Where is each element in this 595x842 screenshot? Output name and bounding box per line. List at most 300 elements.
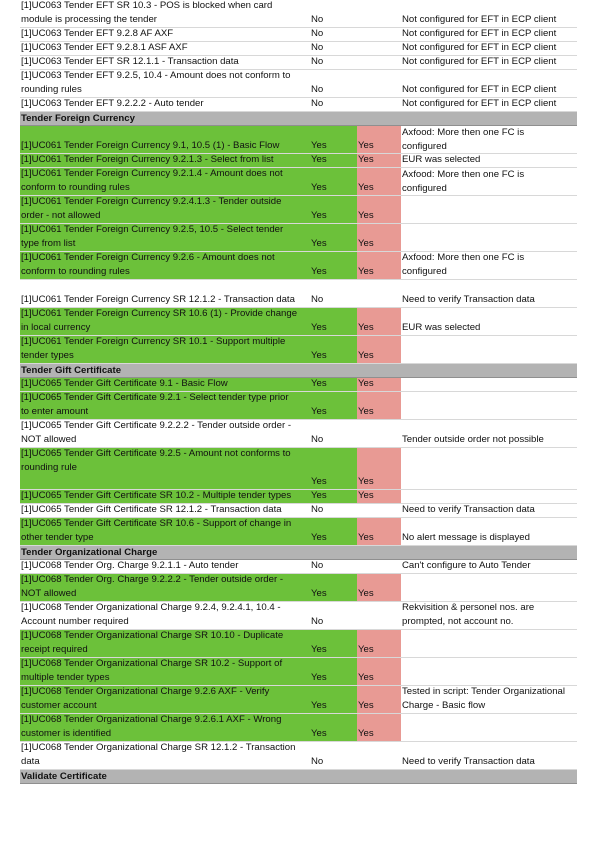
comment [401,574,577,601]
passed-value [358,13,400,27]
test-case-line: customer is identified [21,728,112,739]
comment [401,378,577,391]
executed-status [310,574,357,601]
executed-status [310,168,357,195]
comment-line: configured [402,141,447,152]
section-title: Tender Foreign Currency [21,113,135,124]
test-case-line: to enter amount [21,406,89,417]
section-header [20,770,577,784]
test-case-name [20,742,310,769]
passed-status [357,448,401,489]
test-case-line: [1]UC063 Tender EFT 9.2.2.2 - Auto tender [21,98,204,109]
comment [401,126,577,153]
table-row [20,168,577,196]
comment-line: Axfood: More then one FC is [402,169,525,180]
comment-line [402,70,576,83]
passed-value: Yes [358,350,374,361]
passed-status [357,504,401,517]
table-row [20,602,577,630]
table-row [20,0,577,28]
test-case-line: [1]UC065 Tender Gift Certificate 9.2.5 - Amount not conforms to [21,448,291,459]
comment-line: prompted, not account no. [402,616,514,627]
comment-line: Rekvisition & personel nos. are [402,602,535,613]
passed-value: Yes [358,588,374,599]
passed-status [357,126,401,153]
passed-value [358,42,400,55]
passed-value: Yes [358,406,374,417]
passed-status [357,378,401,391]
executed-status [310,658,357,685]
comment [401,70,577,97]
test-case-line: [1]UC063 Tender EFT 9.2.8 AF AXF [21,28,174,39]
comment-line: No alert message is displayed [402,532,530,543]
comment-line [402,671,576,685]
test-results-table [20,0,577,784]
comment-line: Axfood: More then one FC is [402,127,525,138]
executed-value: No [311,56,324,67]
passed-value: Yes [358,378,374,389]
test-case-name [20,196,310,223]
executed-status [310,686,357,713]
test-case-line: [1]UC061 Tender Foreign Currency 9.2.4.1.3 - Tender outside [21,196,282,207]
comment-line [402,349,576,363]
test-case-line: [1]UC068 Tender Organizational Charge SR 10.10 - Duplicate [21,630,284,641]
test-case-line: customer account [21,700,97,711]
test-case-line: [1]UC061 Tender Foreign Currency SR 12.1.2 - Transaction data [21,294,295,305]
executed-value: Yes [311,532,327,543]
test-case-line: [1]UC063 Tender EFT SR 10.3 - POS is blocked when card [21,0,273,11]
comment-line [402,475,576,489]
test-case-line: [1]UC063 Tender EFT SR 12.1.1 - Transaction data [21,56,239,67]
executed-status [310,280,357,307]
test-case-line: [1]UC065 Tender Gift Certificate SR 12.1.2 - Transaction data [21,504,282,515]
executed-value: Yes [311,266,327,277]
passed-status [357,42,401,55]
test-case-name [20,686,310,713]
passed-value [358,83,400,97]
passed-status [357,392,401,419]
comment [401,28,577,41]
table-row [20,518,577,546]
passed-status [357,686,401,713]
executed-status [310,518,357,545]
passed-status [357,56,401,69]
table-row [20,574,577,602]
comment [401,280,577,307]
comment [401,742,577,769]
comment-line [402,587,576,601]
table-row [20,196,577,224]
passed-status [357,420,401,447]
comment [401,392,577,419]
comment-line: Need to verify Transaction data [402,504,535,515]
passed-value [358,28,400,41]
table-row [20,224,577,252]
test-case-line: [1]UC065 Tender Gift Certificate SR 10.2 - Multiple tender types [21,490,292,501]
comment-line: EUR was selected [402,154,481,165]
table-row [20,630,577,658]
test-case-line: receipt required [21,644,88,655]
comment [401,490,577,503]
table-row [20,378,577,392]
test-case-name [20,392,310,419]
passed-status [357,742,401,769]
test-case-name [20,252,310,279]
table-row [20,42,577,56]
executed-value: No [311,756,324,767]
test-case-line: rounding rule [21,462,78,473]
executed-value: Yes [311,406,327,417]
comment-line: Need to verify Transaction data [402,756,535,767]
test-case-name [20,224,310,251]
comment [401,252,577,279]
comment [401,560,577,573]
test-case-line: NOT allowed [21,434,77,445]
comment [401,56,577,69]
test-case-name [20,168,310,195]
comment [401,714,577,741]
table-row [20,126,577,154]
comment-line: Need to verify Transaction data [402,294,535,305]
executed-value: Yes [311,476,327,487]
executed-status [310,154,357,167]
table-row [20,714,577,742]
passed-status [357,336,401,363]
executed-status [310,42,357,55]
test-case-name [20,518,310,545]
executed-status [310,0,357,27]
test-case-name [20,308,310,335]
executed-status [310,392,357,419]
executed-value: Yes [311,490,327,501]
passed-value: Yes [358,322,374,333]
executed-status [310,742,357,769]
passed-value [358,615,400,629]
test-case-line: [1]UC065 Tender Gift Certificate 9.2.2.2 - Tender outside order - [21,420,292,431]
passed-status [357,28,401,41]
test-case-name [20,560,310,573]
test-case-line: [1]UC065 Tender Gift Certificate SR 10.6 - Support of change in [21,518,292,529]
comment [401,154,577,167]
executed-status [310,336,357,363]
test-case-line: in local currency [21,322,91,333]
executed-status [310,252,357,279]
test-case-line: [1]UC065 Tender Gift Certificate 9.1 - Basic Flow [21,378,228,389]
test-case-name [20,504,310,517]
passed-status [357,490,401,503]
section-title: Tender Organizational Charge [21,547,158,558]
test-case-name [20,154,310,167]
section-title: Validate Certificate [21,771,107,782]
test-case-line: [1]UC061 Tender Foreign Currency SR 10.1 - Support multiple [21,336,286,347]
executed-status [310,28,357,41]
passed-value: Yes [358,238,374,249]
table-row [20,742,577,770]
passed-status [357,168,401,195]
passed-value: Yes [358,728,374,739]
test-case-line: data [21,756,40,767]
comment-line: Tender outside order not possible [402,434,544,445]
executed-value: Yes [311,238,327,249]
table-row [20,560,577,574]
comment [401,0,577,27]
comment [401,630,577,657]
table-row [20,28,577,42]
executed-value: No [311,42,324,53]
passed-value: Yes [358,140,374,151]
executed-value: No [311,28,324,39]
table-row [20,98,577,112]
test-case-name [20,42,310,55]
comment [401,98,577,111]
comment-line [402,727,576,741]
comment-line: EUR was selected [402,322,481,333]
comment [401,518,577,545]
table-row [20,56,577,70]
test-case-name [20,490,310,503]
table-row [20,686,577,714]
comment-line: Tested in script: Tender Organizational [402,686,566,697]
comment-line [402,280,576,293]
test-case-name [20,280,310,307]
passed-value [358,560,400,573]
comment-line: Not configured for EFT in ECP client [402,14,557,25]
executed-status [310,70,357,97]
executed-status [310,196,357,223]
passed-status [357,602,401,629]
table-row [20,658,577,686]
table-row [20,448,577,490]
executed-value: No [311,504,324,515]
test-case-name [20,336,310,363]
comment [401,336,577,363]
executed-status [310,602,357,629]
comment-line: Not configured for EFT in ECP client [402,98,557,109]
test-case-line: [1]UC061 Tender Foreign Currency 9.2.6 - Amount does not [21,252,275,263]
executed-value: Yes [311,588,327,599]
executed-value: Yes [311,210,327,221]
executed-status [310,560,357,573]
executed-status [310,224,357,251]
passed-value: Yes [358,672,374,683]
passed-value: Yes [358,490,374,501]
test-case-line: conform to rounding rules [21,266,130,277]
test-case-name [20,714,310,741]
test-case-name [20,602,310,629]
passed-status [357,308,401,335]
comment [401,196,577,223]
passed-status [357,154,401,167]
comment-line [402,237,576,251]
test-case-line: order - not allowed [21,210,101,221]
executed-status [310,714,357,741]
section-header [20,364,577,378]
test-case-line: [1]UC068 Tender Organizational Charge SR 10.2 - Support of [21,658,283,669]
test-case-name [20,630,310,657]
comment [401,602,577,629]
test-case-line: tender types [21,350,74,361]
comment [401,686,577,713]
passed-value [358,755,400,769]
comment-line: Not configured for EFT in ECP client [402,42,557,53]
test-case-line: NOT allowed [21,588,77,599]
test-case-name [20,378,310,391]
executed-value: No [311,14,324,25]
passed-value: Yes [358,182,374,193]
test-case-line: [1]UC068 Tender Organizational Charge 9.2.6 AXF - Verify [21,686,270,697]
test-case-line: multiple tender types [21,672,110,683]
executed-status [310,420,357,447]
passed-status [357,70,401,97]
test-case-name [20,98,310,111]
comment-line [402,643,576,657]
test-case-line: [1]UC068 Tender Organizational Charge 9.2.4, 9.2.4.1, 10.4 - [21,602,281,613]
test-case-line: [1]UC061 Tender Foreign Currency 9.2.1.3 - Select from list [21,154,274,165]
executed-value: Yes [311,672,327,683]
executed-status [310,630,357,657]
passed-value [358,433,400,447]
executed-value: Yes [311,140,327,151]
passed-status [357,658,401,685]
test-case-line: [1]UC061 Tender Foreign Currency SR 10.6 (1) - Provide change [21,308,298,319]
passed-value: Yes [358,700,374,711]
table-row [20,504,577,518]
test-case-name [20,70,310,97]
table-row [20,252,577,280]
test-case-line: [1]UC068 Tender Organizational Charge SR 12.1.2 - Transaction [21,742,296,753]
executed-value: Yes [311,154,327,165]
comment-line [402,378,576,391]
test-case-name [20,574,310,601]
executed-status [310,98,357,111]
table-row [20,308,577,336]
table-row [20,154,577,168]
test-case-line [21,475,309,489]
passed-value [358,56,400,69]
comment-line: Not configured for EFT in ECP client [402,56,557,67]
comment-line [402,0,576,13]
executed-status [310,308,357,335]
passed-status [357,560,401,573]
executed-value: Yes [311,728,327,739]
comment [401,308,577,335]
section-header [20,546,577,560]
executed-value: No [311,84,324,95]
test-case-line: type from list [21,238,76,249]
executed-value: No [311,434,324,445]
test-case-name [20,658,310,685]
table-row [20,392,577,420]
test-case-name [20,420,310,447]
table-row [20,420,577,448]
passed-value: Yes [358,476,374,487]
comment [401,448,577,489]
comment-line: Not configured for EFT in ECP client [402,84,557,95]
comment-line: configured [402,266,447,277]
test-case-line: Account number required [21,616,129,627]
passed-value [358,504,400,517]
comment-line: Not configured for EFT in ECP client [402,28,557,39]
executed-value: Yes [311,350,327,361]
test-case-name [20,56,310,69]
executed-status [310,56,357,69]
comment [401,420,577,447]
executed-value: No [311,616,324,627]
test-case-line: rounding rules [21,84,82,95]
passed-value: Yes [358,210,374,221]
test-case-line: [1]UC068 Tender Org. Charge 9.2.2.2 - Tender outside order - [21,574,284,585]
passed-value: Yes [358,266,374,277]
comment [401,224,577,251]
test-case-line: [1]UC063 Tender EFT 9.2.5, 10.4 - Amount does not conform to [21,70,291,81]
table-row [20,280,577,308]
passed-value [358,293,400,307]
comment-line: configured [402,183,447,194]
executed-value: Yes [311,378,327,389]
passed-status [357,98,401,111]
comment-line: Can't configure to Auto Tender [402,560,531,571]
passed-value: Yes [358,644,374,655]
table-row [20,336,577,364]
test-case-name [20,448,310,489]
executed-value: No [311,294,324,305]
passed-value: Yes [358,154,374,165]
section-title: Tender Gift Certificate [21,365,122,376]
executed-value: Yes [311,644,327,655]
comment-line [402,405,576,419]
comment [401,168,577,195]
executed-status [310,448,357,489]
executed-value: Yes [311,700,327,711]
executed-value: No [311,98,324,109]
test-case-line: [1]UC068 Tender Org. Charge 9.2.1.1 - Auto tender [21,560,239,571]
passed-status [357,518,401,545]
test-case-line: [1]UC068 Tender Organizational Charge 9.2.6.1 AXF - Wrong [21,714,282,725]
passed-status [357,0,401,27]
comment-line: Charge - Basic flow [402,700,486,711]
test-case-name [20,0,310,27]
passed-status [357,252,401,279]
test-case-line: [1]UC063 Tender EFT 9.2.8.1 ASF AXF [21,42,188,53]
test-case-line: conform to rounding rules [21,182,130,193]
executed-status [310,490,357,503]
test-case-line: [1]UC061 Tender Foreign Currency 9.1, 10.5 (1) - Basic Flow [21,140,280,151]
executed-value: Yes [311,322,327,333]
comment-line: Axfood: More then one FC is [402,252,525,263]
passed-status [357,574,401,601]
passed-status [357,630,401,657]
comment [401,504,577,517]
test-case-line: other tender type [21,532,94,543]
test-case-line: module is processing the tender [21,14,157,25]
executed-value: Yes [311,182,327,193]
comment [401,42,577,55]
comment [401,658,577,685]
executed-value: No [311,560,324,571]
table-row [20,490,577,504]
passed-status [357,280,401,307]
table-row [20,70,577,98]
comment-line [402,209,576,223]
test-case-line: [1]UC061 Tender Foreign Currency 9.2.5, 10.5 - Select tender [21,224,284,235]
test-case-name [20,28,310,41]
executed-status [310,504,357,517]
executed-status [310,126,357,153]
comment-line [402,490,576,503]
passed-value [358,98,400,111]
test-case-line [21,280,309,293]
passed-value: Yes [358,532,374,543]
